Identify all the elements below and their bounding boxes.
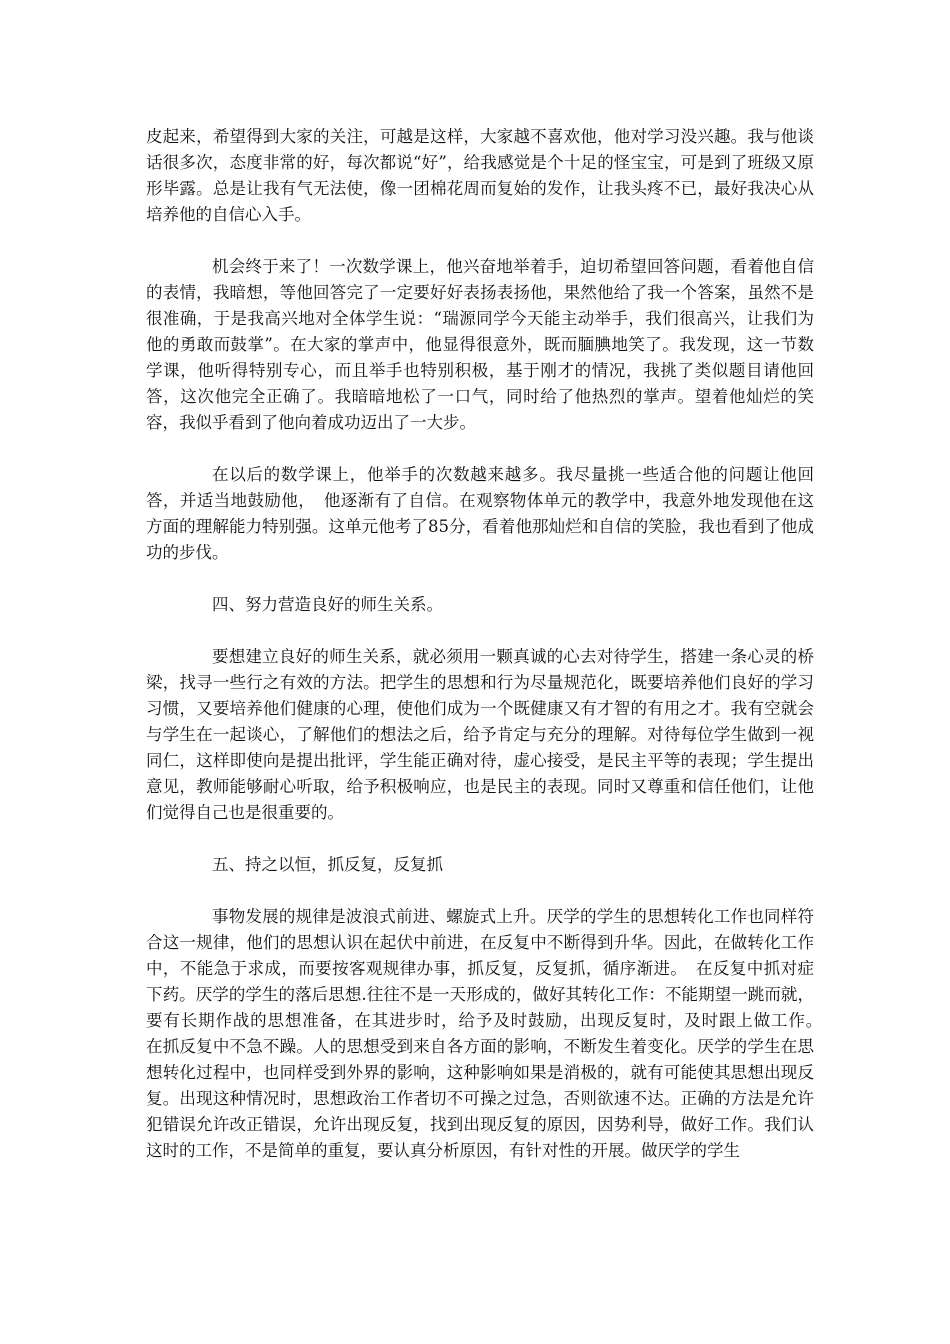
document-body [146, 124, 831, 1164]
paragraph-math-class-opportunity: 机会终于来了！一次数学课上，他兴奋地举着手，迫切希望回答问题，看着他自信的表情，我暗想，等他回答完了一定要好好表扬表扬他，果然他给了我一个答案，虽然不是很准确，于是我高兴地对全体学生说：“瑞源同学今天能主动举手，我们很高兴，让我们为他的勇敢而鼓掌”。在大家的掌声中，他显得很意外，既而腼腆地笑了。我发现，这一节数学课，他听得特别专心，而且举手也特别积极，基于刚才的情况，我挑了类似题目请他回答，这次他完全正确了。我暗暗地松了一口气，同时给了他热烈的掌声。望着他灿烂的笑容，我似乎看到了他向着成功迈出了一大步。 [146, 257, 814, 432]
section-heading-5: 五、持之以恒，抓反复，反复抓 [212, 855, 443, 874]
section-heading-4: 四、努力营造良好的师生关系。 [212, 595, 443, 614]
paragraph-persistence: 事物发展的规律是波浪式前进、螺旋式上升。厌学的学生的思想转化工作也同样符合这一规律，他们的思想认识在起伏中前进，在反复中不断得到升华。因此，在做转化工作中，不能急于求成，而要按客观规律办事，抓反复，反复抓，循序渐进。 在反复中抓对症下药。厌学的学生的落后思想.往往不是一天形成的，做好其转化工作：不能期望一跳而就，要有长期作战的思想准备，在其进步时，给予及时鼓励，出现反复时，及时跟上做工作。 在抓反复中不急不躁。人的思想受到来自各方面的影响，不断发生着变化。厌学的学生在思想转化过程中，也同样受到外界的影响，这种影响如果是消极的，就有可能使其思想出现反复。出现这种情况时，思想政治工作者切不可操之过急，否则欲速不达。正确的方法是允许犯错误允许改正错误，允许出现反复，找到出现反复的原因，因势利导，做好工作。我们认这时的工作，不是简单的重复，要认真分析原因，有针对性的开展。做厌学的学生 [146, 907, 831, 1160]
paragraph-teacher-student-relationship: 要想建立良好的师生关系，就必须用一颗真诚的心去对待学生，搭建一条心灵的桥梁，找寻一些行之有效的方法。把学生的思想和行为尽量规范化，既要培养他们良好的学习习惯，又要培养他们健康的心理，使他们成为一个既健康又有才智的有用之才。我有空就会与学生在一起谈心，了解他们的想法之后，给予肯定与充分的理解。对待每位学生做到一视同仁，这样即使向是提出批评，学生能正确对待，虚心接受，是民主平等的表现；学生提出意见，教师能够耐心听取，给予积极响应，也是民主的表现。同时又尊重和信任他们，让他们觉得自己也是很重要的。 [146, 647, 814, 822]
paragraph-later-math-classes: 在以后的数学课上，他举手的次数越来越多。我尽量挑一些适合他的问题让他回答，并适当地鼓励他， 他逐渐有了自信。在观察物体单元的教学中，我意外地发现他在这方面的理解能力特别强。这单元他考了85分，看着他那灿烂和自信的笑脸，我也看到了他成功的步伐。 [146, 465, 814, 562]
paragraph-continued: 皮起来，希望得到大家的关注，可越是这样，大家越不喜欢他，他对学习没兴趣。我与他谈话很多次，态度非常的好，每次都说“好”，给我感觉是个十足的怪宝宝，可是到了班级又原形毕露。总是让我有气无法使，像一团棉花周而复始的发作，让我头疼不已，最好我决心从培养他的自信心入手。 [146, 127, 814, 224]
